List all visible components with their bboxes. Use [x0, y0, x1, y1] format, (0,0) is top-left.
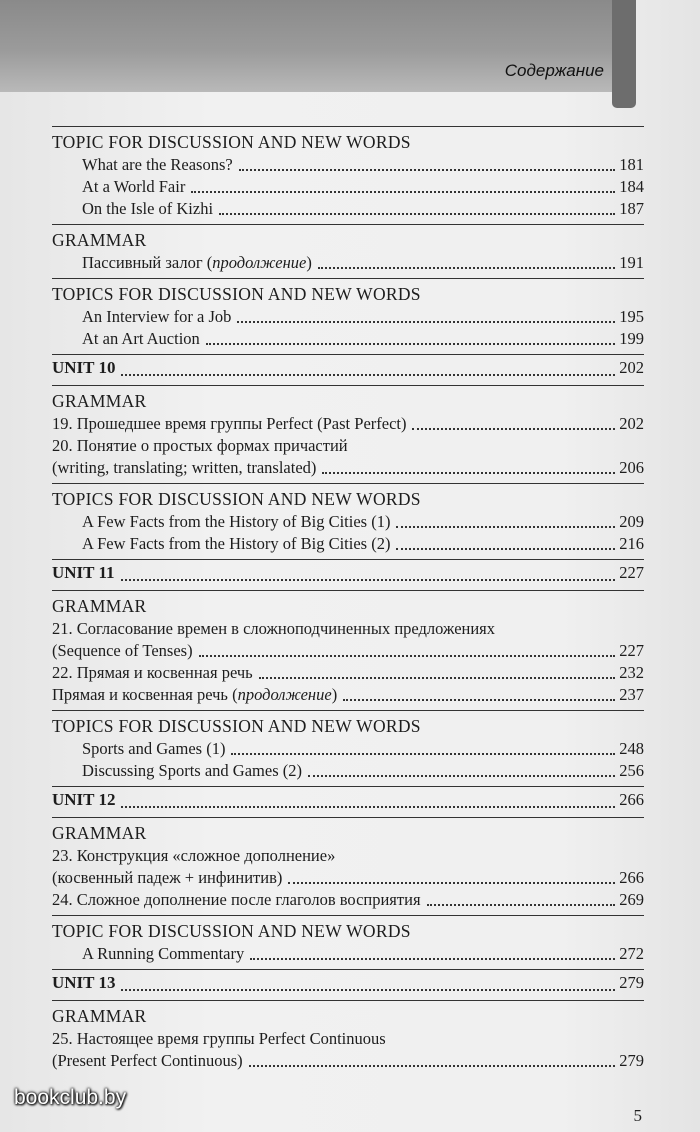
toc-entry-multiline	[52, 435, 644, 479]
dot-leader	[427, 904, 616, 906]
dot-leader	[121, 374, 615, 376]
dot-leader	[231, 753, 615, 755]
entry-title: Sports and Games (1)	[82, 739, 226, 758]
page-ref: 272	[619, 944, 644, 963]
entry-title: At an Art Auction	[82, 329, 200, 348]
page-ref: 216	[619, 534, 644, 553]
page-ref: 184	[619, 177, 644, 196]
page-ref: 227	[619, 563, 644, 582]
entry-italic: продолжение	[237, 685, 332, 704]
toc-entry	[52, 738, 644, 760]
entry-title: A Few Facts from the History of Big Cities (2)	[82, 534, 391, 553]
toc-entry	[52, 943, 644, 965]
toc-entry	[52, 511, 644, 533]
page-ref: 237	[619, 685, 644, 704]
toc-section-heading: GRAMMAR	[52, 1006, 147, 1026]
toc-entry	[52, 176, 644, 198]
page-ref: 279	[619, 973, 644, 992]
page-ref: 187	[619, 199, 644, 218]
entry-title: A Few Facts from the History of Big Cities (1)	[82, 512, 391, 531]
dot-leader	[199, 655, 616, 657]
dot-leader	[121, 989, 615, 991]
toc-entry-multiline	[52, 845, 644, 889]
toc-unit-row	[52, 787, 644, 813]
entry-title-line: 25. Настоящее время группы Perfect Continuous	[52, 1029, 386, 1048]
page-ref: 266	[619, 868, 644, 887]
entry-title: Прямая и косвенная речь (продолжение)	[52, 685, 338, 704]
toc-entry	[52, 413, 644, 435]
toc-entry	[52, 684, 644, 706]
entry-title: (косвенный падеж + инфинитив)	[52, 868, 283, 887]
unit-title: UNIT 12	[52, 790, 116, 809]
toc-section-heading: GRAMMAR	[52, 230, 147, 250]
entry-title: What are the Reasons?	[82, 155, 233, 174]
toc-entry-multiline	[52, 1028, 644, 1072]
dot-leader	[250, 958, 615, 960]
dot-leader	[288, 882, 615, 884]
table-of-contents	[52, 126, 644, 1072]
dot-leader	[396, 548, 615, 550]
dot-leader	[121, 579, 616, 581]
entry-title-line: 20. Понятие о простых формах причастий	[52, 436, 348, 455]
dot-leader	[239, 169, 616, 171]
entry-title: On the Isle of Kizhi	[82, 199, 214, 218]
page-ref: 199	[619, 329, 644, 348]
thumb-tab	[612, 0, 636, 108]
dot-leader	[412, 428, 615, 430]
page-ref: 209	[619, 512, 644, 531]
entry-title: (writing, translating; written, translated)	[52, 458, 317, 477]
dot-leader	[249, 1065, 616, 1067]
toc-section-heading: TOPIC FOR DISCUSSION AND NEW WORDS	[52, 132, 411, 152]
dot-leader	[219, 213, 615, 215]
page-ref: 256	[619, 761, 644, 780]
entry-title-line: 21. Согласование времен в сложноподчиненных предложениях	[52, 619, 496, 638]
entry-title: A Running Commentary	[82, 944, 245, 963]
toc-entry-continued	[52, 1050, 644, 1072]
entry-title: Discussing Sports and Games (2)	[82, 761, 302, 780]
page-ref: 269	[619, 890, 644, 909]
page-ref: 191	[619, 253, 644, 272]
toc-entry	[52, 760, 644, 782]
watermark: bookclub.by	[14, 1086, 127, 1109]
entry-title: (Sequence of Tenses)	[52, 641, 193, 660]
toc-entry	[52, 154, 644, 176]
page-ref: 232	[619, 663, 644, 682]
page-number: 5	[633, 1106, 642, 1125]
toc-entry	[52, 306, 644, 328]
page-ref: 248	[619, 739, 644, 758]
toc-unit-row	[52, 560, 644, 586]
toc-section-heading: GRAMMAR	[52, 391, 147, 411]
dot-leader	[318, 267, 615, 269]
page-ref: 202	[619, 358, 644, 377]
toc-entry	[52, 662, 644, 684]
toc-unit-row	[52, 355, 644, 381]
toc-entry-continued	[52, 457, 644, 479]
unit-title: UNIT 13	[52, 973, 116, 992]
page-ref: 279	[619, 1051, 644, 1070]
toc-entry-continued	[52, 640, 644, 662]
dot-leader	[206, 343, 615, 345]
page-title: Содержание	[504, 61, 604, 80]
entry-title: 19. Прошедшее время группы Perfect (Past Perfect)	[52, 414, 407, 433]
entry-title-line: 23. Конструкция «сложное дополнение»	[52, 846, 336, 865]
toc-section-heading: TOPICS FOR DISCUSSION AND NEW WORDS	[52, 489, 421, 509]
toc-section-heading: TOPICS FOR DISCUSSION AND NEW WORDS	[52, 284, 421, 304]
toc-entry	[52, 252, 644, 274]
entry-italic: продолжение	[212, 253, 307, 272]
unit-title: UNIT 10	[52, 358, 116, 377]
dot-leader	[259, 677, 616, 679]
toc-entry	[52, 198, 644, 220]
dot-leader	[322, 472, 615, 474]
toc-entry-multiline	[52, 618, 644, 662]
page-ref: 227	[619, 641, 644, 660]
page-ref: 266	[619, 790, 644, 809]
entry-title: 24. Сложное дополнение после глаголов восприятия	[52, 890, 421, 909]
toc-section-heading: TOPICS FOR DISCUSSION AND NEW WORDS	[52, 716, 421, 736]
toc-section-heading: GRAMMAR	[52, 596, 147, 616]
page-ref: 181	[619, 155, 644, 174]
entry-title: Пассивный залог (продолжение)	[82, 253, 312, 272]
toc-entry	[52, 328, 644, 350]
unit-title: UNIT 11	[52, 563, 115, 582]
dot-leader	[396, 526, 615, 528]
dot-leader	[121, 806, 615, 808]
dot-leader	[191, 191, 615, 193]
page-ref: 202	[619, 414, 644, 433]
toc-entry	[52, 889, 644, 911]
entry-title: 22. Прямая и косвенная речь	[52, 663, 253, 682]
dot-leader	[343, 699, 615, 701]
dot-leader	[308, 775, 615, 777]
page-ref: 206	[619, 458, 644, 477]
toc-entry-continued	[52, 867, 644, 889]
toc-section-heading: TOPIC FOR DISCUSSION AND NEW WORDS	[52, 921, 411, 941]
toc-entry	[52, 533, 644, 555]
entry-title: (Present Perfect Continuous)	[52, 1051, 243, 1070]
entry-title: At a World Fair	[82, 177, 186, 196]
toc-section-heading: GRAMMAR	[52, 823, 147, 843]
page-ref: 195	[619, 307, 644, 326]
toc-unit-row	[52, 970, 644, 996]
entry-title: An Interview for a Job	[82, 307, 232, 326]
dot-leader	[237, 321, 615, 323]
